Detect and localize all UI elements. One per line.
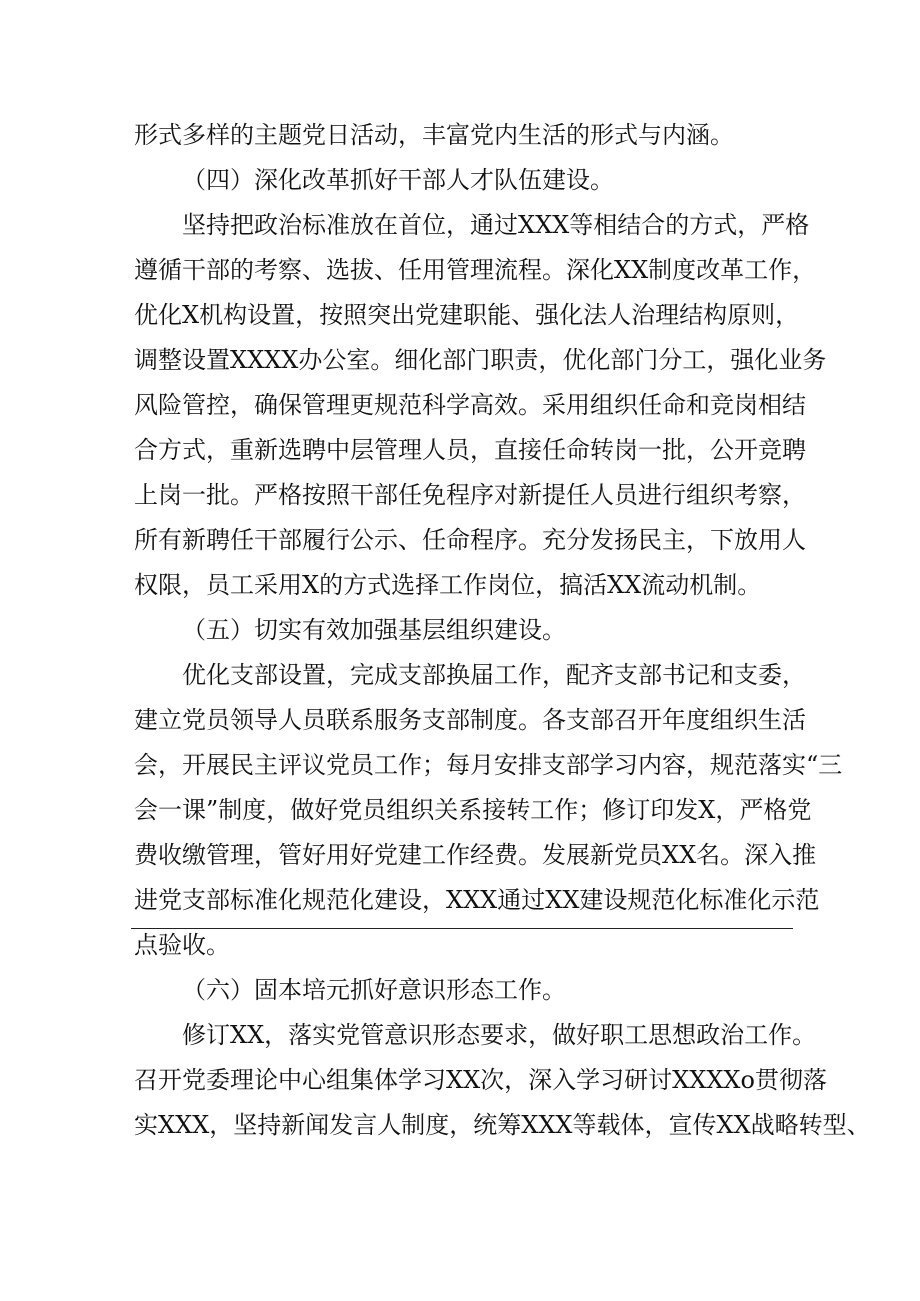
paragraph-line: 形式多样的主题党日活动，丰富党内生活的形式与内涵。 <box>134 121 734 149</box>
paragraph-line: 优化X机构设置，按照突出党建职能、强化法人治理结构原则， <box>134 301 800 329</box>
paragraph-line: 风险管控，确保管理更规范科学高效。采用组织任命和竞岗相结 <box>134 391 806 419</box>
section-heading-4: （四）深化改革抓好干部人才队伍建设。 <box>182 166 614 194</box>
paragraph-line: 优化支部设置，完成支部换届工作，配齐支部书记和支委， <box>182 661 806 689</box>
paragraph-line: 所有新聘任干部履行公示、任命程序。充分发扬民主，下放用人 <box>134 526 806 554</box>
paragraph-line: 会一课”制度，做好党员组织关系接转工作；修订印发X，严格党 <box>134 796 812 824</box>
paragraph-line: 修订XX，落实党管意识形态要求，做好职工思想政治工作。 <box>182 1021 817 1049</box>
paragraph-line: 实XXX，坚持新闻发言人制度，统筹XXX等载体，宣传XX战略转型、 <box>134 1111 871 1139</box>
horizontal-divider <box>131 928 793 929</box>
paragraph-line: 费收缴管理，管好用好党建工作经费。发展新党员XX名。深入推 <box>134 841 817 869</box>
paragraph-line: 调整设置XXXX办公室。细化部门职责，优化部门分工，强化业务 <box>134 346 827 374</box>
paragraph-line: 建立党员领导人员联系服务支部制度。各支部召开年度组织生活 <box>134 706 806 734</box>
paragraph-line: 坚持把政治标准放在首位，通过XXX等相结合的方式，严格 <box>182 211 810 239</box>
paragraph-line: 点验收。 <box>134 931 230 959</box>
paragraph-line: 合方式，重新选聘中层管理人员，直接任命转岗一批，公开竞聘 <box>134 436 806 464</box>
paragraph-line: 进党支部标准化规范化建设，XXX通过XX建设规范化标准化示范 <box>134 886 820 914</box>
section-heading-6: （六）固本培元抓好意识形态工作。 <box>182 976 566 1004</box>
paragraph-line: 召开党委理论中心组集体学习XX次，深入学习研讨XXXXo贯彻落 <box>134 1066 827 1094</box>
paragraph-line: 权限，员工采用X的方式选择工作岗位，搞活XX流动机制。 <box>134 571 762 599</box>
paragraph-line: 会，开展民主评议党员工作；每月安排支部学习内容，规范落实“三 <box>134 751 843 779</box>
paragraph-line: 遵循干部的考察、选拔、任用管理流程。深化XX制度改革工作， <box>134 256 817 284</box>
section-heading-5: （五）切实有效加强基层组织建设。 <box>182 616 566 644</box>
paragraph-line: 上岗一批。严格按照干部任免程序对新提任人员进行组织考察， <box>134 481 806 509</box>
